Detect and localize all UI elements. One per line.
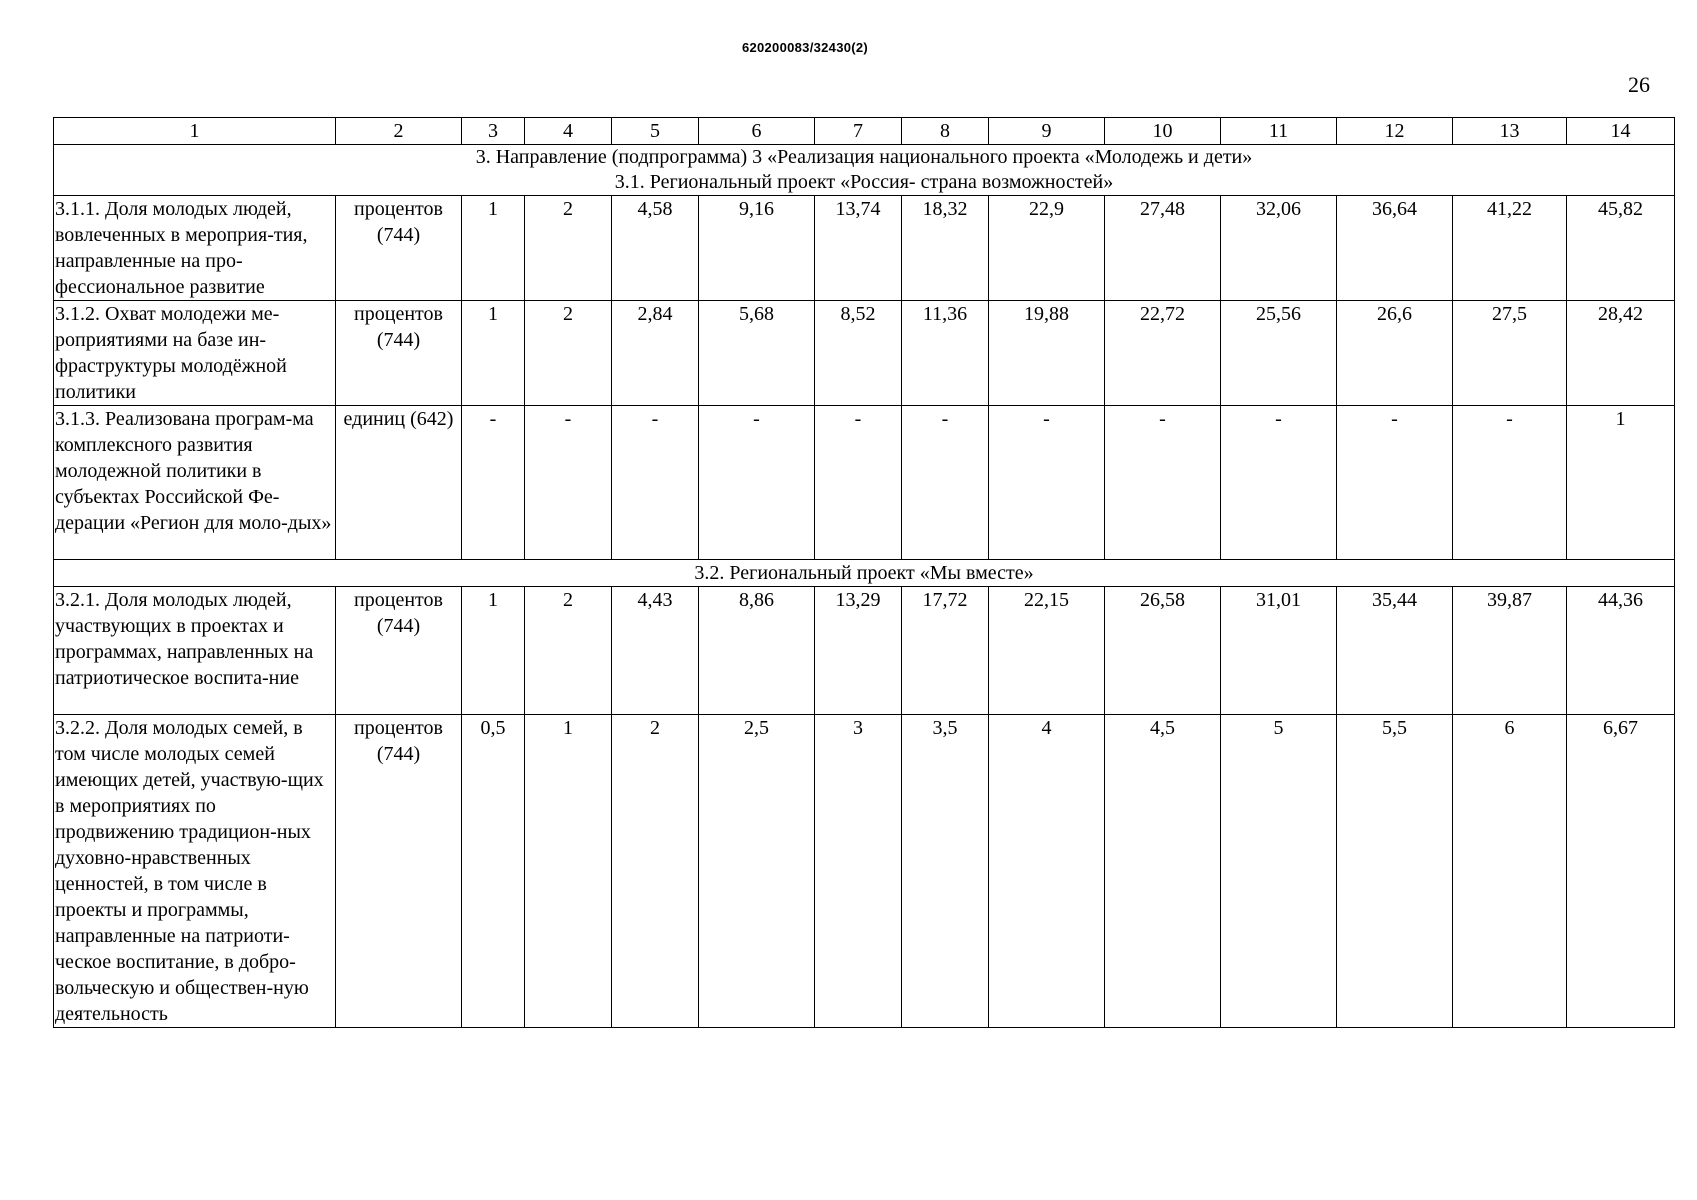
indicator-unit: процентов (744) <box>336 715 462 1028</box>
value-cell: 36,64 <box>1337 196 1453 301</box>
value-cell: 1 <box>462 196 525 301</box>
indicator-name: 3.1.2. Охват молодежи ме-роприятиями на базе ин-фраструктуры молодёжной политики <box>54 301 336 406</box>
value-cell: 25,56 <box>1221 301 1337 406</box>
section-header-row <box>54 145 1675 196</box>
value-cell: 27,5 <box>1453 301 1567 406</box>
value-cell: 11,36 <box>902 301 989 406</box>
value-cell: 22,72 <box>1105 301 1221 406</box>
column-number: 13 <box>1453 118 1567 145</box>
value-cell: 45,82 <box>1567 196 1675 301</box>
value-cell: 5,5 <box>1337 715 1453 1028</box>
column-number: 12 <box>1337 118 1453 145</box>
value-cell: 9,16 <box>699 196 815 301</box>
value-cell: 8,86 <box>699 587 815 715</box>
document-id: 620200083/32430(2) <box>741 40 869 55</box>
indicator-name: 3.1.3. Реализована програм-ма комплексного развития молодежной политики в субъектах Российской Фе-дерации «Регион для моло-дых» <box>54 406 336 560</box>
value-cell: 6 <box>1453 715 1567 1028</box>
value-cell: - <box>1337 406 1453 560</box>
column-number: 5 <box>612 118 699 145</box>
value-cell: 1 <box>525 715 612 1028</box>
indicator-name: 3.2.2. Доля молодых семей, в том числе молодых семей имеющих детей, участвую-щих в мероприятиях по продвижению традицион-ных духовно-нравственных ценностей, в том числе в проекты и программы, направленные на патриоти-ческое воспитание, в добро-вольческую и обществен-ную деятельность <box>54 715 336 1028</box>
value-cell: - <box>525 406 612 560</box>
column-number-row <box>54 118 1675 145</box>
value-cell: - <box>462 406 525 560</box>
value-cell: 4,43 <box>612 587 699 715</box>
value-cell: 6,67 <box>1567 715 1675 1028</box>
table-row <box>54 406 1675 560</box>
value-cell: - <box>1453 406 1567 560</box>
value-cell: - <box>902 406 989 560</box>
section-direction-title: 3. Направление (подпрограмма) 3 «Реализация национального проекта «Молодежь и дети» <box>475 146 1253 168</box>
value-cell: - <box>1105 406 1221 560</box>
regional-project-title: 3.1. Региональный проект «Россия- страна возможностей» <box>614 171 1114 193</box>
value-cell: 4 <box>989 715 1105 1028</box>
value-cell: 1 <box>462 301 525 406</box>
value-cell: 2 <box>525 301 612 406</box>
value-cell: 22,9 <box>989 196 1105 301</box>
column-number: 6 <box>699 118 815 145</box>
column-number: 8 <box>902 118 989 145</box>
value-cell: 18,32 <box>902 196 989 301</box>
column-number: 2 <box>336 118 462 145</box>
column-number: 11 <box>1221 118 1337 145</box>
value-cell: 41,22 <box>1453 196 1567 301</box>
value-cell: 39,87 <box>1453 587 1567 715</box>
indicator-name: 3.1.1. Доля молодых людей, вовлеченных в мероприя-тия, направленные на про-фессиональное развитие <box>54 196 336 301</box>
table-row <box>54 587 1675 715</box>
value-cell: 1 <box>462 587 525 715</box>
value-cell: 35,44 <box>1337 587 1453 715</box>
value-cell: 22,15 <box>989 587 1105 715</box>
section-header-row <box>54 560 1675 587</box>
value-cell: 13,29 <box>815 587 902 715</box>
indicator-unit: процентов (744) <box>336 587 462 715</box>
column-number: 10 <box>1105 118 1221 145</box>
column-number: 14 <box>1567 118 1675 145</box>
value-cell: - <box>1221 406 1337 560</box>
value-cell: 1 <box>1567 406 1675 560</box>
value-cell: 0,5 <box>462 715 525 1028</box>
column-number: 4 <box>525 118 612 145</box>
value-cell: 26,58 <box>1105 587 1221 715</box>
value-cell: 3,5 <box>902 715 989 1028</box>
value-cell: 2,5 <box>699 715 815 1028</box>
value-cell: 19,88 <box>989 301 1105 406</box>
page-number: 26 <box>1628 72 1650 97</box>
column-number: 7 <box>815 118 902 145</box>
value-cell: 2,84 <box>612 301 699 406</box>
indicator-name: 3.2.1. Доля молодых людей, участвующих в проектах и программах, направленных на патриотическое воспита-ние <box>54 587 336 715</box>
value-cell: - <box>612 406 699 560</box>
table-row <box>54 715 1675 1028</box>
value-cell: 13,74 <box>815 196 902 301</box>
value-cell: - <box>699 406 815 560</box>
table-row <box>54 301 1675 406</box>
indicator-unit: процентов (744) <box>336 301 462 406</box>
indicator-unit: процентов (744) <box>336 196 462 301</box>
value-cell: 5,68 <box>699 301 815 406</box>
value-cell: 3 <box>815 715 902 1028</box>
value-cell: - <box>989 406 1105 560</box>
section-header <box>54 145 1675 196</box>
column-number: 1 <box>54 118 336 145</box>
value-cell: 5 <box>1221 715 1337 1028</box>
indicator-table <box>53 117 1675 1028</box>
value-cell: 44,36 <box>1567 587 1675 715</box>
column-number: 9 <box>989 118 1105 145</box>
value-cell: 27,48 <box>1105 196 1221 301</box>
table-row <box>54 196 1675 301</box>
value-cell: 2 <box>525 196 612 301</box>
value-cell: 31,01 <box>1221 587 1337 715</box>
value-cell: 26,6 <box>1337 301 1453 406</box>
indicator-unit: единиц (642) <box>336 406 462 560</box>
value-cell: - <box>815 406 902 560</box>
value-cell: 4,58 <box>612 196 699 301</box>
value-cell: 2 <box>525 587 612 715</box>
value-cell: 4,5 <box>1105 715 1221 1028</box>
value-cell: 2 <box>612 715 699 1028</box>
value-cell: 28,42 <box>1567 301 1675 406</box>
value-cell: 17,72 <box>902 587 989 715</box>
value-cell: 32,06 <box>1221 196 1337 301</box>
value-cell: 8,52 <box>815 301 902 406</box>
column-number: 3 <box>462 118 525 145</box>
regional-project-title: 3.2. Региональный проект «Мы вместе» <box>54 560 1675 587</box>
